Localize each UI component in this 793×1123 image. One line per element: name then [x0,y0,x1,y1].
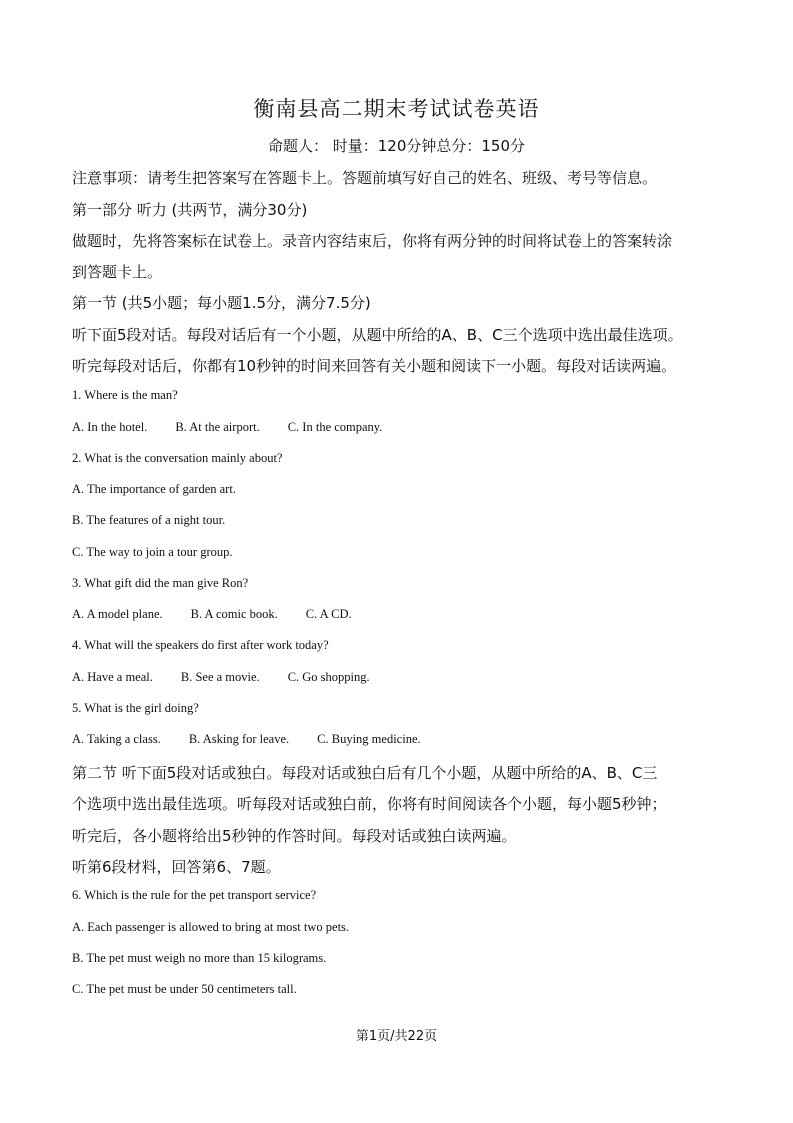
question-1-stem: 1. Where is the man? [72,388,178,402]
question-4-option-a: A. Have a meal. [72,670,153,684]
question-5-options [72,732,732,747]
question-5-option-b: B. Asking for leave. [188,732,290,746]
question-6-option-c: C. The pet must be under 50 centimeters tall. [72,982,297,996]
question-1-option-c: C. In the company. [287,420,383,434]
section1-header: 第一节 (共5小题；每小题1.5分，满分7.5分) [72,294,371,312]
question-4-option-b: B. See a movie. [180,670,260,684]
section1-description-line2: 听完每段对话后，你都有10秒钟的时间来回答有关小题和阅读下一小题。每段对话读两遍。 [72,357,677,375]
question-4-options [72,670,732,685]
question-5-option-a: A. Taking a class. [72,732,161,746]
question-3-option-c: C. A CD. [305,607,352,621]
section1-description-line1: 听下面5段对话。每段对话后有一个小题，从题中所给的A、B、C三个选项中选出最佳选项。 [72,326,683,344]
question-2-option-a: A. The importance of garden art. [72,482,236,496]
exam-title: 衡南县高二期末考试试卷英语 [253,97,540,121]
section2-description-line3: 听完后，各小题将给出5秒钟的作答时间。每段对话或独白读两遍。 [72,827,517,845]
question-4-option-c: C. Go shopping. [287,670,370,684]
question-2-option-c: C. The way to join a tour group. [72,545,233,559]
section2-description-line1: 第二节 听下面5段对话或独白。每段对话或独白后有几个小题，从题中所给的A、B、C三 [72,764,658,782]
question-6-stem: 6. Which is the rule for the pet transport service? [72,888,317,902]
question-5-stem: 5. What is the girl doing? [72,701,199,715]
part1-description-line1: 做题时，先将答案标在试卷上。录音内容结束后，你将有两分钟的时间将试卷上的答案转涂 [72,232,673,250]
question-3-option-b: B. A comic book. [190,607,278,621]
question-5-option-c: C. Buying medicine. [317,732,421,746]
part1-description-line2: 到答题卡上。 [72,263,163,281]
question-2-option-b: B. The features of a night tour. [72,513,226,527]
part1-header: 第一部分 听力 (共两节，满分30分) [72,201,308,219]
question-1-option-b: B. At the airport. [175,420,260,434]
question-4-stem: 4. What will the speakers do first after work today? [72,638,329,652]
exam-subtitle: 命题人： 时量：120分钟总分：150分 [267,137,526,155]
question-3-options [72,607,732,622]
question-3-option-a: A. A model plane. [72,607,163,621]
question-2-stem: 2. What is the conversation mainly about? [72,451,283,465]
material-6-instruction: 听第6段材料，回答第6、7题。 [72,858,281,876]
section2-description-line2: 个选项中选出最佳选项。听每段对话或独白前，你将有时间阅读各个小题，每小题5秒钟； [72,795,667,813]
question-1-option-a: A. In the hotel. [72,420,148,434]
question-6-option-a: A. Each passenger is allowed to bring at most two pets. [72,920,350,934]
question-3-stem: 3. What gift did the man give Ron? [72,576,249,590]
question-6-option-b: B. The pet must weigh no more than 15 kilograms. [72,951,327,965]
notice-text: 注意事项：请考生把答案写在答题卡上。答题前填写好自己的姓名、班级、考号等信息。 [72,169,658,187]
question-1-options [72,420,732,435]
page-footer: 第1页/共22页 [355,1029,438,1044]
